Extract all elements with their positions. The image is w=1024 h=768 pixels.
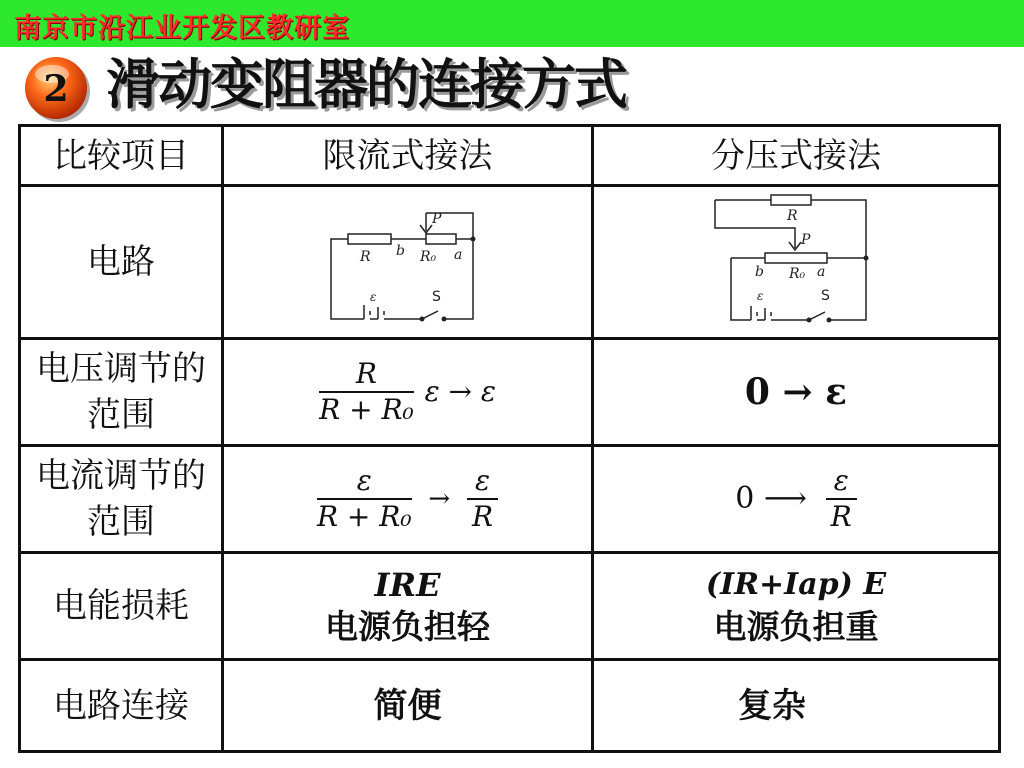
- fraction-denominator: R: [830, 500, 852, 533]
- divider-connection: 复杂: [593, 660, 1000, 752]
- range-tail: ε → ε: [424, 375, 496, 408]
- divider-circuit-diagram: [711, 192, 881, 332]
- table-row: [20, 660, 1000, 752]
- table-row: [20, 339, 1000, 446]
- number-badge-icon: [22, 54, 92, 124]
- fraction-numerator: ε: [467, 464, 498, 500]
- limit-circuit-cell: [223, 186, 593, 339]
- label-b: b: [755, 264, 764, 280]
- fraction-denominator: R + R₀: [319, 393, 414, 426]
- page-title: 滑动变阻器的连接方式: [106, 53, 626, 116]
- divider-voltage-range: 0 → ε: [593, 339, 1000, 446]
- limit-circuit-diagram: [328, 197, 488, 327]
- row-label: 电流调节的范围: [20, 446, 223, 553]
- limit-energy-loss: [223, 553, 593, 660]
- energy-note: 电源负担轻: [325, 607, 490, 646]
- label-r0: R₀: [419, 249, 436, 265]
- row-label: 电能损耗: [20, 553, 223, 660]
- org-name: 南京市沿江业开发区教研室: [14, 13, 350, 44]
- range-arrow: →: [428, 484, 451, 514]
- limit-connection: 简便: [223, 660, 593, 752]
- fraction-numerator: ε: [826, 464, 857, 500]
- label-emf: ε: [369, 290, 376, 304]
- row-label: 电路连接: [20, 660, 223, 752]
- fraction-denominator: R + R₀: [316, 500, 412, 533]
- badge-number: 2: [43, 68, 69, 110]
- label-switch: S: [821, 288, 830, 304]
- label-a: a: [817, 264, 826, 280]
- header-bar: [0, 0, 1024, 47]
- energy-formula: (IR+Iap) E: [705, 567, 887, 602]
- fraction-denominator: R: [471, 500, 494, 533]
- header-cell: 分压式接法: [593, 126, 1000, 186]
- table-row: [20, 553, 1000, 660]
- label-p: P: [431, 211, 441, 227]
- energy-formula: IRE: [374, 566, 441, 604]
- energy-note: 电源负担重: [713, 607, 879, 646]
- label-switch: S: [431, 289, 441, 305]
- label-r: R: [359, 249, 371, 265]
- header-cell: 限流式接法: [223, 126, 593, 186]
- table-row: [20, 186, 1000, 339]
- label-b: b: [395, 243, 405, 259]
- limit-current-range: [223, 446, 593, 553]
- table-row: [20, 446, 1000, 553]
- label-emf: ε: [757, 289, 764, 303]
- row-label: 电路: [20, 186, 223, 339]
- label-a: a: [453, 247, 462, 263]
- fraction-numerator: ε: [317, 464, 412, 500]
- label-r0: R₀: [789, 266, 806, 282]
- divider-energy-loss: [593, 553, 1000, 660]
- range-prefix: 0 ⟶: [735, 481, 807, 516]
- row-label: 电压调节的范围: [20, 339, 223, 446]
- table-header-row: [20, 126, 1000, 186]
- limit-voltage-range: [223, 339, 593, 446]
- divider-circuit-cell: [593, 186, 1000, 339]
- divider-current-range: [593, 446, 1000, 553]
- label-p: P: [801, 232, 811, 248]
- comparison-table: [18, 124, 1001, 753]
- header-cell: 比较项目: [20, 126, 223, 186]
- fraction-numerator: R: [319, 357, 414, 393]
- label-r: R: [787, 208, 798, 224]
